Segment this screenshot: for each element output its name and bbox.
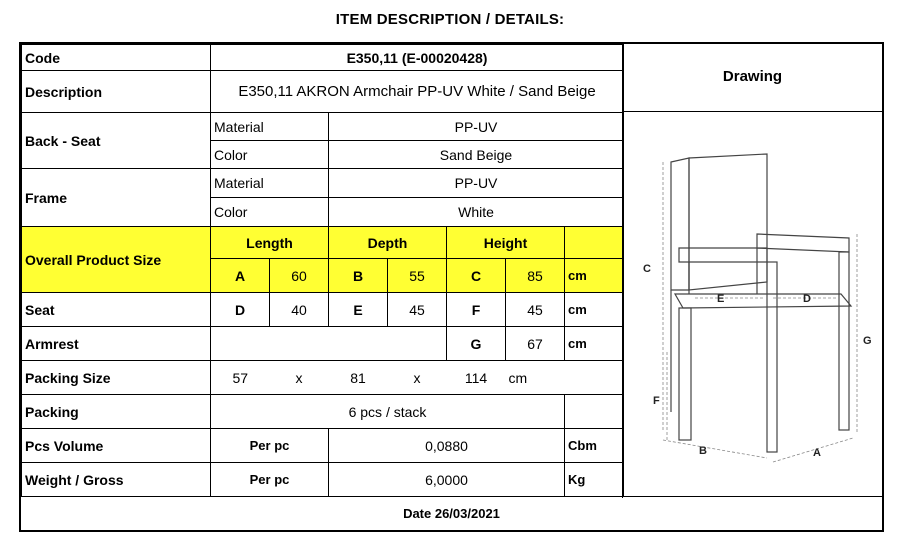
description-label: Description bbox=[22, 71, 211, 113]
armrest-label: Armrest bbox=[22, 327, 211, 361]
back-seat-material-value: PP-UV bbox=[329, 113, 624, 141]
back-seat-color-value: Sand Beige bbox=[329, 141, 624, 169]
pcs-volume-value: 0,0880 bbox=[329, 429, 565, 463]
packing-label: Packing bbox=[22, 395, 211, 429]
page-title: ITEM DESCRIPTION / DETAILS: bbox=[335, 11, 565, 28]
dim-e-value: 45 bbox=[388, 293, 447, 327]
dim-e-marker: E bbox=[717, 293, 725, 305]
row-pcs-volume bbox=[22, 429, 624, 463]
row-code bbox=[22, 45, 624, 71]
drawing-area bbox=[623, 112, 882, 498]
dim-b-value: 55 bbox=[388, 259, 447, 293]
frame-material-label: Material bbox=[211, 169, 329, 198]
packing-blank bbox=[565, 395, 624, 429]
seat-unit: cm bbox=[565, 293, 624, 327]
overall-unit: cm bbox=[565, 259, 624, 293]
packing-height: 114 bbox=[447, 361, 506, 395]
dim-g-value: 67 bbox=[506, 327, 565, 361]
dim-d-label: D bbox=[211, 293, 270, 327]
row-description bbox=[22, 71, 624, 113]
dim-g-marker: G bbox=[863, 335, 872, 347]
seat bbox=[675, 294, 851, 308]
depth-header: Depth bbox=[329, 227, 447, 259]
overall-header-blank bbox=[565, 227, 624, 259]
dim-line-b bbox=[663, 440, 767, 458]
dim-e-label: E bbox=[329, 293, 388, 327]
length-header: Length bbox=[211, 227, 329, 259]
row-seat bbox=[22, 293, 624, 327]
dim-d-marker: D bbox=[803, 293, 811, 305]
right-armrest bbox=[757, 234, 849, 252]
height-header: Height bbox=[447, 227, 565, 259]
row-armrest bbox=[22, 327, 624, 361]
weight-unit: Kg bbox=[565, 463, 624, 497]
dim-a-marker: A bbox=[813, 447, 821, 459]
row-packing-size bbox=[22, 361, 624, 395]
armrest-unit: cm bbox=[565, 327, 624, 361]
packing-width: 81 bbox=[329, 361, 388, 395]
dim-f-value: 45 bbox=[506, 293, 565, 327]
dim-c-value: 85 bbox=[506, 259, 565, 293]
code-label: Code bbox=[22, 45, 211, 71]
dim-b-label: B bbox=[329, 259, 388, 293]
drawing-panel bbox=[622, 44, 882, 498]
spec-sheet bbox=[19, 42, 884, 532]
back-seat-material-label: Material bbox=[211, 113, 329, 141]
pcs-volume-per: Per pc bbox=[211, 429, 329, 463]
packing-length: 57 bbox=[211, 361, 270, 395]
back-panel-front bbox=[689, 154, 767, 290]
armrest-blank bbox=[211, 327, 447, 361]
code-value: E350,11 (E-00020428) bbox=[211, 45, 624, 71]
dim-d-value: 40 bbox=[270, 293, 329, 327]
packing-value: 6 pcs / stack bbox=[211, 395, 565, 429]
dim-f-label: F bbox=[447, 293, 506, 327]
dim-f-marker: F bbox=[653, 395, 660, 407]
back-panel-side bbox=[671, 158, 689, 290]
frame-material-value: PP-UV bbox=[329, 169, 624, 198]
seat-label: Seat bbox=[22, 293, 211, 327]
frame-color-value: White bbox=[329, 198, 624, 227]
packing-x2: x bbox=[388, 361, 447, 395]
left-armrest bbox=[679, 248, 767, 262]
back-seat-label: Back - Seat bbox=[22, 113, 211, 169]
dim-c-marker: C bbox=[643, 263, 651, 275]
packing-x1: x bbox=[270, 361, 329, 395]
armchair-drawing bbox=[623, 112, 881, 498]
packing-size-label: Packing Size bbox=[22, 361, 211, 395]
row-packing bbox=[22, 395, 624, 429]
weight-per: Per pc bbox=[211, 463, 329, 497]
dim-a-label: A bbox=[211, 259, 270, 293]
front-right-leg bbox=[767, 262, 777, 452]
row-overall-headers bbox=[22, 227, 624, 259]
date-row: Date 26/03/2021 bbox=[21, 496, 882, 530]
drawing-label: Drawing bbox=[623, 44, 882, 112]
overall-size-label: Overall Product Size bbox=[22, 227, 211, 293]
pcs-volume-label: Pcs Volume bbox=[22, 429, 211, 463]
row-back-seat-material bbox=[22, 113, 624, 141]
dim-c-label: C bbox=[447, 259, 506, 293]
dim-g-label: G bbox=[447, 327, 506, 361]
packing-unit: cm bbox=[506, 361, 565, 395]
dim-b-marker: B bbox=[699, 445, 707, 457]
row-weight bbox=[22, 463, 624, 497]
front-left-leg bbox=[679, 308, 691, 440]
frame-label: Frame bbox=[22, 169, 211, 227]
rear-right-leg bbox=[839, 252, 849, 430]
frame-color-label: Color bbox=[211, 198, 329, 227]
pcs-volume-unit: Cbm bbox=[565, 429, 624, 463]
back-seat-color-label: Color bbox=[211, 141, 329, 169]
row-frame-material bbox=[22, 169, 624, 198]
packing-size-blank bbox=[565, 361, 624, 395]
dim-a-value: 60 bbox=[270, 259, 329, 293]
spec-table bbox=[21, 44, 624, 497]
weight-value: 6,0000 bbox=[329, 463, 565, 497]
description-value: E350,11 AKRON Armchair PP-UV White / Sand Beige bbox=[211, 71, 624, 113]
weight-label: Weight / Gross bbox=[22, 463, 211, 497]
